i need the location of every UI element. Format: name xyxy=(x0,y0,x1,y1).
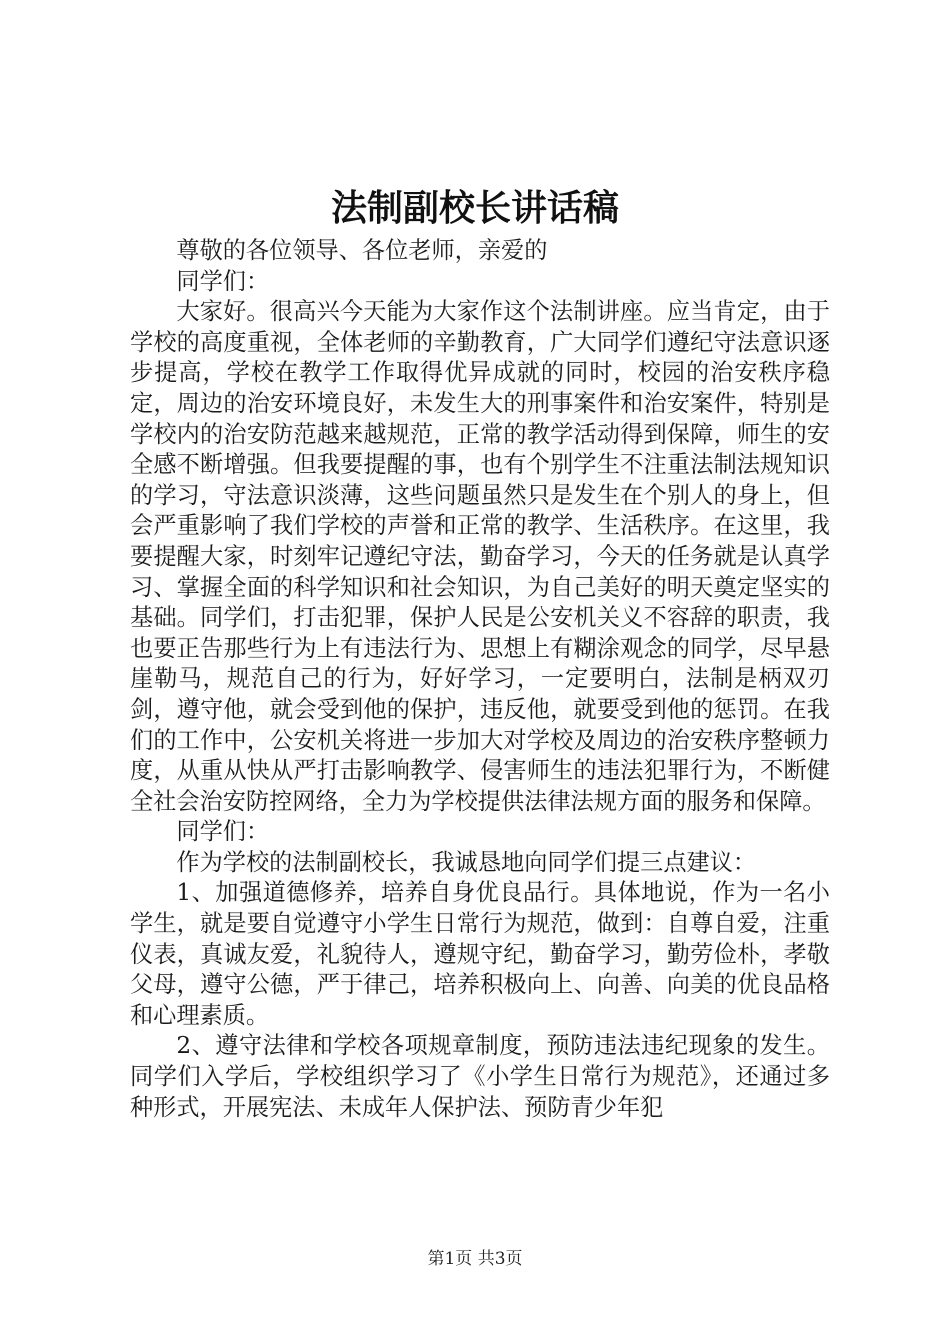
paragraph-suggestion-2: 2、遵守法律和学校各项规章制度，预防违法违纪现象的发生。同学们入学后，学校组织学习了《小学生日常行为规范》，还通过多种形式，开展宪法、未成年人保护法、预防青少年犯 xyxy=(130,1032,830,1121)
page-footer: 第1页 共3页 xyxy=(427,1249,523,1269)
paragraph-suggestion-1: 1、加强道德修养，培养自身优良品行。具体地说，作为一名小学生，就是要自觉遵守小学生日常行为规范，做到：自尊自爱，注重仪表，真诚友爱，礼貌待人，遵规守纪，勤奋学习，勤劳俭朴，孝敬父母，遵守公德，严于律己，培养积极向上、向善、向美的优良品格和心理素质。 xyxy=(130,879,830,1029)
document-body xyxy=(130,236,830,1123)
salutation-line-1: 尊敬的各位领导、各位老师，亲爱的 xyxy=(176,237,548,264)
paragraph-intro-suggestions: 作为学校的法制副校长，我诚恳地向同学们提三点建议： xyxy=(176,848,757,876)
paragraph-greeting: 大家好。很高兴今天能为大家作这个法制讲座。应当肯定，由于学校的高度重视，全体老师的辛勤教育，广大同学们遵纪守法意识逐步提高，学校在教学工作取得优异成就的同时，校园的治安秩序稳定，周边的治安环境良好，未发生大的刑事案件和治安案件，特别是学校内的治安防范越来越规范，正常的教学活动得到保障，师生的安全感不断增强。但我要提醒的事，也有个别学生不注重法制法规知识的学习，守法意识淡薄，这些问题虽然只是发生在个别人的身上，但会严重影响了我们学校的声誉和正常的教学、生活秩序。在这里，我要提醒大家，时刻牢记遵纪守法，勤奋学习，今天的任务就是认真学习、掌握全面的科学知识和社会知识，为自己美好的明天奠定坚实的基础。同学们，打击犯罪，保护人民是公安机关义不容辞的职责，我也要正告那些行为上有违法行为、思想上有糊涂观念的同学，尽早悬崖勒马，规范自己的行为，好好学习，一定要明白，法制是柄双刃剑，遵守他，就会受到他的保护，违反他，就要受到他的惩罚。在我们的工作中，公安机关将进一步加大对学校及周边的治安秩序整顿力度，从重从快从严打击影响教学、侵害师生的违法犯罪行为，不断健全社会治安防控网络，全力为学校提供法律法规方面的服务和保障。 xyxy=(130,298,830,815)
salutation-line-2: 同学们： xyxy=(176,267,270,295)
salutation-students: 同学们： xyxy=(176,818,270,846)
document-title: 法制副校长讲话稿 xyxy=(330,187,619,229)
